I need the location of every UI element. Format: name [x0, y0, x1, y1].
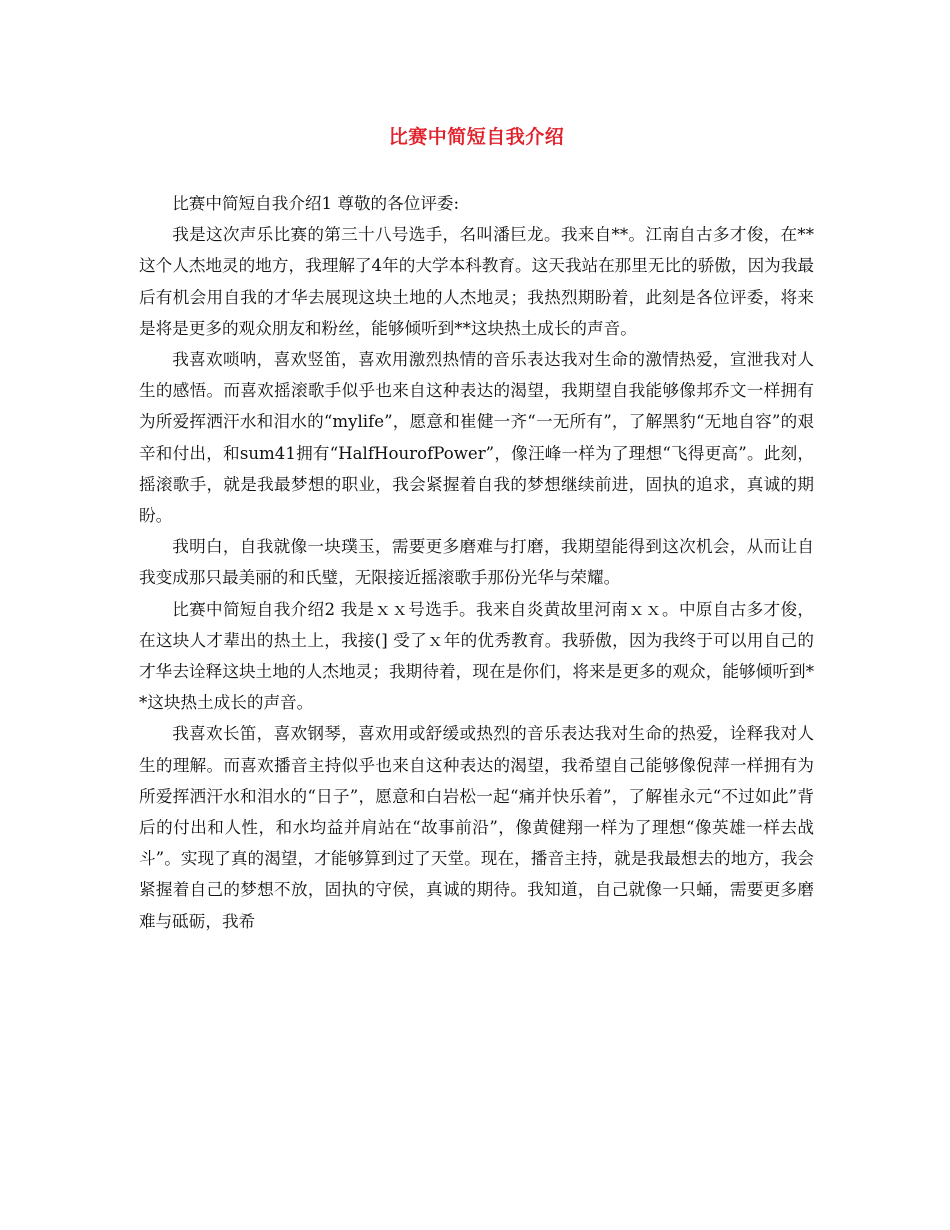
paragraph: 我喜欢长笛，喜欢钢琴，喜欢用或舒缓或热烈的音乐表达我对生命的热爱，诠释我对人生的理解。而喜欢播音主持似乎也来自这种表达的渴望，我希望自己能够像倪萍一样拥有为所爱挥洒汗水和泪水的“日子”，愿意和白岩松一起“痛并快乐着”，了解崔永元“不过如此”背后的付出和人性，和水均益并肩站在“故事前沿”，像黄健翔一样为了理想“像英雄一样去战斗”。实现了真的渴望，才能够算到过了天堂。现在，播音主持，就是我最想去的地方，我会紧握着自己的梦想不放，固执的守侯，真诚的期待。我知道，自己就像一只蛹，需要更多磨难与砥砺，我希 [139, 724, 814, 931]
paragraph: 比赛中简短自我介绍1 尊敬的各位评委: [172, 194, 460, 213]
paragraph: 我明白，自我就像一块璞玉，需要更多磨难与打磨，我期望能得到这次机会，从而让自我变成那只最美丽的和氏璧，无限接近摇滚歌手那份光华与荣耀。 [139, 537, 814, 588]
paragraph: 我是这次声乐比赛的第三十八号选手，名叫潘巨龙。我来自**。江南自古多才俊，在**这个人杰地灵的地方，我理解了4年的大学本科教育。这天我站在那里无比的骄傲，因为我最后有机会用自我的才华去展现这块土地的人杰地灵；我热烈期盼着，此刻是各位评委，将来是将是更多的观众朋友和粉丝，能够倾听到**这块热土成长的声音。 [139, 225, 814, 338]
document-title: 比赛中简短自我介绍 [388, 126, 565, 148]
paragraph: 比赛中简短自我介绍2 我是ｘｘ号选手。我来自炎黄故里河南ｘｘ。中原自古多才俊，在这块人才辈出的热土上，我接(] 受了ｘ年的优秀教育。我骄傲，因为我终于可以用自己的才华去诠释这块土地的人杰地灵；我期待着，现在是你们，将来是更多的观众，能够倾听到**这块热土成长的声音。 [139, 599, 814, 713]
document-body [139, 188, 814, 937]
paragraph: 我喜欢唢呐，喜欢竖笛，喜欢用激烈热情的音乐表达我对生命的激情热爱，宣泄我对人生的感悟。而喜欢摇滚歌手似乎也来自这种表达的渴望，我期望自我能够像邦乔文一样拥有为所爱挥洒汗水和泪水的“mylife”，愿意和崔健一齐“一无所有”，了解黑豹“无地自容”的艰辛和付出，和sum41拥有“HalfHourofPower”，像汪峰一样为了理想“飞得更高”。此刻，摇滚歌手，就是我最梦想的职业，我会紧握着自我的梦想继续前进，固执的追求，真诚的期盼。 [139, 350, 814, 526]
